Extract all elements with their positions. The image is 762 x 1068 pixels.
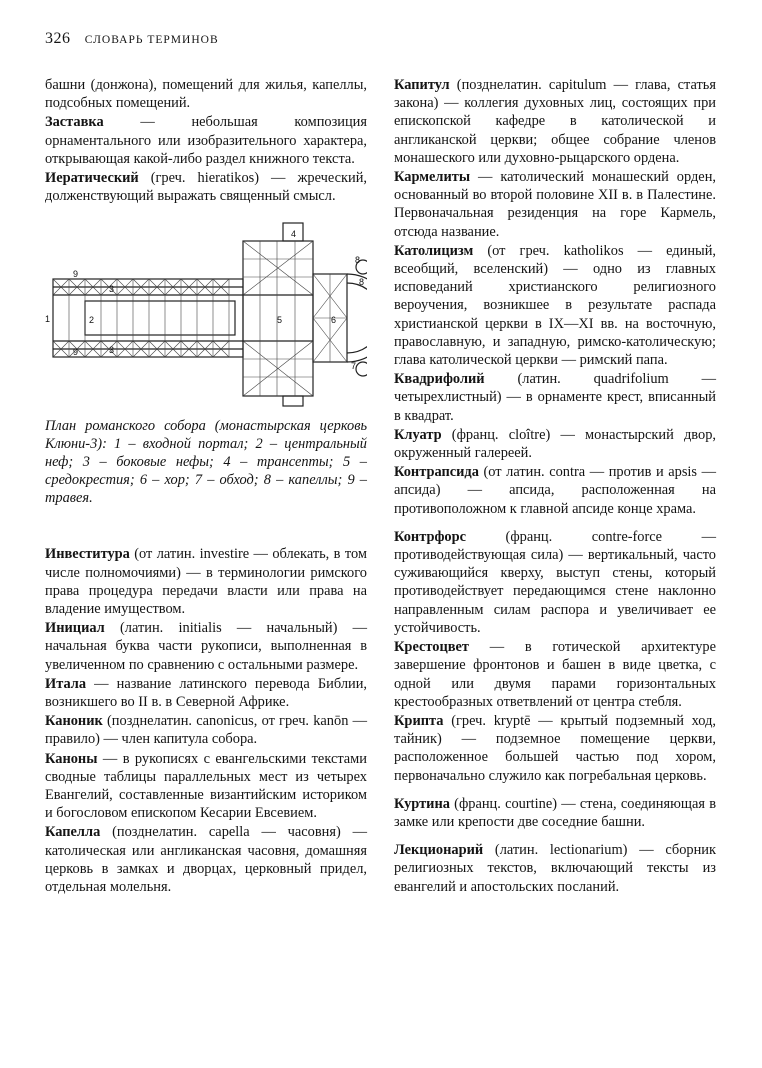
- entry-definition: — в готической архитектуре завершение фронтонов и башен в виде цветка, с одной или двумя парами горизонтальных крестообразных ответвлений от центра стебля.: [394, 639, 716, 710]
- plan-label-9a: 9: [73, 269, 79, 280]
- dictionary-entry: [394, 76, 716, 167]
- plan-label-8a: 8: [355, 255, 361, 266]
- entry-definition: (латин. quadrifolium — четырехлистный) — в орнаменте крест, вписанный в квадрат.: [394, 371, 716, 424]
- entry-definition: (позднелатин. capitulum — глава, статья закона) — коллегия духовных лиц, состоящих при епископской кафедре в католической и англиканской церкви; общее собрание членов монашеского или духовно-рыцарского ордена.: [394, 77, 716, 166]
- dictionary-entry: [394, 463, 716, 518]
- entry-definition: (от латин. investire — облекать, в том числе полномочиями) — в терминологии римского права процедура передачи власти или права на владение имуществом.: [45, 546, 367, 618]
- cathedral-plan-drawing: [45, 219, 367, 409]
- cathedral-plan-figure: [45, 219, 367, 409]
- entry-term: Кармелиты: [394, 169, 471, 186]
- plan-label-5: 5: [277, 315, 283, 326]
- entry-definition: — в рукописях с евангельскими текстами сводные таблицы параллельных мест из четырех Евангелий, составленные византийским историком и богословом епископом Кесарии Евсевием.: [45, 750, 367, 822]
- entry-definition: (франц. courtine) — стена, соединяющая в замке или крепости две соседние башни.: [394, 795, 716, 830]
- dictionary-entry: [45, 76, 367, 112]
- left-column: [45, 76, 367, 897]
- dictionary-entry: [394, 168, 716, 241]
- entry-term: Квадрифолий: [394, 371, 485, 388]
- dictionary-entry: [394, 638, 716, 711]
- page-header: [45, 30, 219, 48]
- entry-definition: — католический монашеский орден, основанный во второй половине XII в. в Палестине. Первоначальная резиденция на горе Кармель, отсюда название.: [394, 169, 716, 240]
- entry-term: Инициал: [45, 620, 105, 637]
- dictionary-entry: [45, 750, 367, 823]
- plan-label-9b: 9: [73, 347, 79, 358]
- plan-label-3a: 3: [109, 284, 115, 295]
- entry-definition: (франц. cloître) — монастырский двор, окруженный галереей.: [394, 426, 716, 462]
- entry-term: Каноны: [45, 750, 98, 767]
- dictionary-entry: [394, 528, 716, 637]
- dictionary-entry: [394, 795, 716, 831]
- plan-label-4: 4: [291, 229, 297, 240]
- entry-definition: (греч. kryptē — крытый подземный ход, тайник) — подземное помещение церкви, расположенное большей частью под хором, первоначально служило как погребальная церковь.: [394, 712, 716, 784]
- entry-definition: (позднелатин. canonicus, от греч. kanōn — правило) — член капитула собора.: [45, 713, 367, 748]
- dictionary-entry: [394, 370, 716, 425]
- plan-label-7: 7: [351, 361, 357, 372]
- entry-term: Куртина: [394, 795, 450, 812]
- dictionary-entry: [45, 169, 367, 205]
- plan-label-6: 6: [331, 315, 337, 326]
- page-number: 326: [45, 30, 71, 47]
- entry-term: Крестоцвет: [394, 639, 469, 656]
- entry-definition: башни (донжона), помещений для жилья, капеллы, подсобных помещений.: [45, 77, 367, 112]
- dictionary-entry: [45, 619, 367, 674]
- right-column: [394, 76, 716, 897]
- entry-term: Контрапсида: [394, 464, 479, 481]
- entry-term: Каноник: [45, 713, 103, 730]
- entry-term: Капитул: [394, 77, 450, 93]
- entry-definition: (франц. contre-force — противодействующая сила) — вертикальный, часто суживающийся кверху, выступ стены, который противодействует передающимся стене наклонно направленным силам распора и увеличивает ее устойчивость.: [394, 528, 716, 636]
- entry-term: Лекционарий: [394, 842, 484, 859]
- dictionary-entry: [394, 712, 716, 785]
- entry-definition: (латин. initialis — начальный) — начальная буква части рукописи, выполненная в увеличенном по сравнению с остальными размере.: [45, 620, 367, 673]
- figure-caption: План романского собора (монастырская церковь Клюни-3): 1 – входной портал; 2 – центральный неф; 3 – боковые нефы; 4 – трансепты; 5 – средокрестия; 6 – хор; 7 – обход; 8 – капеллы; 9 – травея.: [45, 418, 367, 507]
- dictionary-entry: [394, 426, 716, 462]
- entry-term: Инвеститура: [45, 546, 130, 563]
- entry-term: Иератический: [45, 170, 139, 187]
- entry-definition: (греч. hieratikos) — жреческий, долженствующий выражать священный смысл.: [45, 170, 367, 205]
- dictionary-entry: [45, 545, 367, 618]
- plan-label-2: 2: [89, 315, 95, 326]
- left-entries-top: [45, 76, 367, 205]
- entry-term: Заставка: [45, 114, 104, 131]
- dictionary-entry: [394, 242, 716, 369]
- entry-term: Крипта: [394, 712, 444, 729]
- entry-definition: (латин. lectionarium) — сборник религиозных текстов, включающий тексты из евангелий и апостольских посланий.: [394, 842, 716, 895]
- plan-label-1: 1: [45, 314, 51, 325]
- entry-definition: (от латин. contra — против и apsis — апсида) — апсида, расположенная на противоположном к главной апсиде конце храма.: [394, 464, 716, 517]
- dictionary-entry: [45, 675, 367, 711]
- entry-definition: — небольшая композиция орнаментального или изобразительного характера, открывающая какой-либо раздел книжного текста.: [45, 114, 367, 167]
- entry-definition: (от греч. katholikos — единый, всеобщий, вселенский) — одно из главных исповеданий христианского религиозного вероучения, возникшее в результате распада христианской церкви в IX—XI вв. на восточную, православную, и западную, римско-католическую; глава католической церкви — римский папа.: [394, 242, 716, 369]
- dictionary-entry: [394, 841, 716, 896]
- running-title: СЛОВАРЬ ТЕРМИНОВ: [84, 34, 219, 46]
- entry-term: Капелла: [45, 824, 101, 841]
- dictionary-entry: [45, 712, 367, 748]
- entry-definition: (позднелатин. capella — часовня) — католическая или англиканская часовня, домашняя церковь в замках и дворцах, церковный придел, отдельная молельня.: [45, 824, 367, 896]
- dictionary-entry: [45, 113, 367, 168]
- plan-label-8b: 8: [359, 277, 365, 288]
- entry-definition: — название латинского перевода Библии, возникшего во II в. в Северной Африке.: [45, 675, 367, 711]
- entry-term: Контрфорс: [394, 528, 466, 545]
- entry-term: Католицизм: [394, 242, 474, 259]
- right-entries: [394, 76, 716, 896]
- entry-term: Итала: [45, 675, 87, 692]
- left-entries-bottom: [45, 545, 367, 896]
- entry-term: Клуатр: [394, 426, 442, 443]
- dictionary-entry: [45, 823, 367, 896]
- plan-label-3b: 3: [109, 345, 115, 356]
